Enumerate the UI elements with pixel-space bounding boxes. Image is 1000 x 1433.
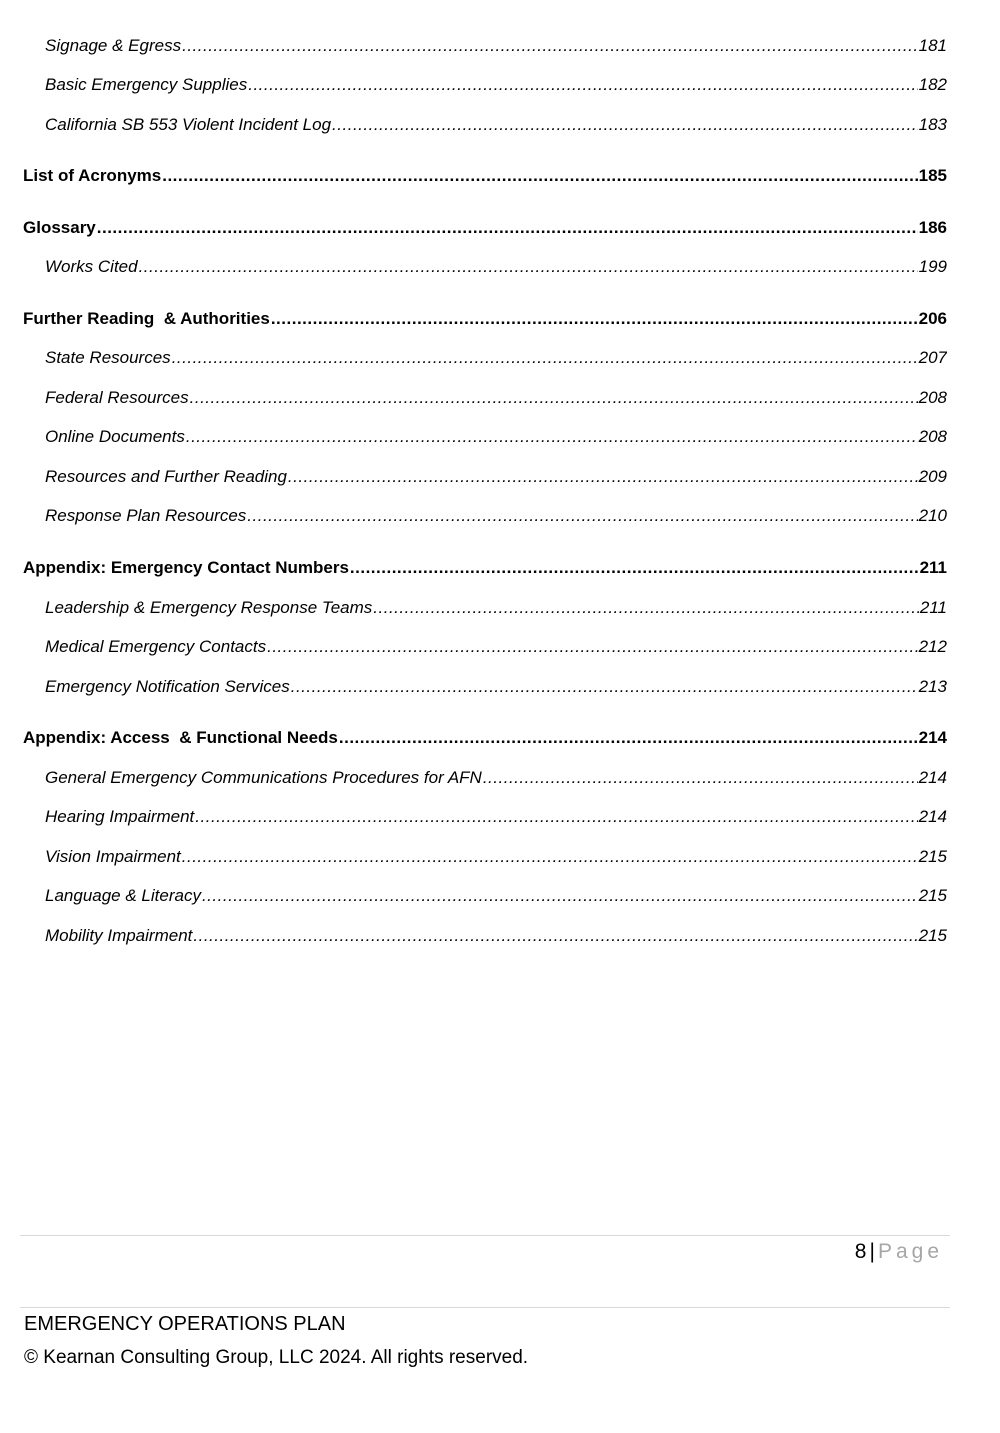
- toc-leader-dots: [193, 924, 917, 948]
- toc-entry-page: 215: [918, 847, 947, 866]
- toc-entry[interactable]: [45, 504, 947, 528]
- toc-leader-dots: [373, 596, 919, 620]
- toc-entry-page: 212: [918, 637, 947, 656]
- toc-entry-page: 215: [918, 886, 947, 905]
- page-number-word: Page: [877, 1240, 943, 1263]
- toc-section-title: Appendix: Access & Functional Needs: [23, 728, 338, 747]
- toc-leader-dots: [339, 726, 918, 750]
- toc-section-title: Further Reading & Authorities: [23, 309, 270, 328]
- toc-leader-dots: [271, 307, 918, 331]
- toc-entry[interactable]: [45, 465, 947, 489]
- toc-entry[interactable]: [45, 924, 947, 948]
- toc-leader-dots: [139, 255, 918, 279]
- toc-entry-title: Leadership & Emergency Response Teams: [45, 598, 373, 617]
- toc-leader-dots: [172, 346, 918, 370]
- toc-entry-page: 214: [918, 768, 947, 787]
- toc-entry[interactable]: [45, 73, 947, 97]
- toc-leader-dots: [291, 675, 918, 699]
- toc-leader-dots: [182, 34, 918, 58]
- toc-entry-title: Response Plan Resources: [45, 506, 247, 525]
- footer-copyright: © Kearnan Consulting Group, LLC 2024. All rights reserved.: [24, 1347, 529, 1368]
- toc-entry-page: 211: [919, 598, 947, 617]
- toc-entry-page: 210: [918, 506, 947, 525]
- toc-entry[interactable]: [45, 255, 947, 279]
- toc-entry-page: 215: [918, 926, 947, 945]
- toc-entry[interactable]: [45, 845, 947, 869]
- page-number-divider: [20, 1235, 950, 1236]
- toc-entry-title: Medical Emergency Contacts: [45, 637, 267, 656]
- toc-entry-title: Online Documents: [45, 427, 185, 446]
- toc-entry-page: 214: [918, 807, 947, 826]
- toc-section-title: List of Acronyms: [23, 166, 162, 185]
- toc-section[interactable]: [23, 164, 947, 188]
- toc-leader-dots: [190, 386, 918, 410]
- toc-entry-title: State Resources: [45, 348, 171, 367]
- toc-entry-title: Works Cited: [45, 257, 138, 276]
- toc-entry[interactable]: [45, 766, 947, 790]
- toc-entry-title: Hearing Impairment: [45, 807, 195, 826]
- toc-section-page: 211: [919, 558, 947, 577]
- toc-section[interactable]: [23, 556, 947, 580]
- toc-entry-title: Vision Impairment: [45, 847, 181, 866]
- toc-entry-title: Mobility Impairment: [45, 926, 193, 945]
- toc-leader-dots: [248, 73, 917, 97]
- toc-entry-page: 208: [918, 388, 947, 407]
- toc-entry[interactable]: [45, 386, 947, 410]
- page-number-separator: |: [869, 1240, 875, 1263]
- toc-entry-title: Emergency Notification Services: [45, 677, 290, 696]
- footer-divider: [20, 1307, 950, 1308]
- toc-section-title: Appendix: Emergency Contact Numbers: [23, 558, 349, 577]
- toc-entry[interactable]: [45, 635, 947, 659]
- toc-entry[interactable]: [45, 596, 947, 620]
- toc-entry-page: 181: [918, 36, 947, 55]
- toc-entry-title: Signage & Egress: [45, 36, 182, 55]
- toc-leader-dots: [350, 556, 919, 580]
- toc-entry-title: California SB 553 Violent Incident Log: [45, 115, 332, 134]
- toc-section-page: 206: [918, 309, 947, 328]
- toc-entry[interactable]: [45, 675, 947, 699]
- toc-section-page: 214: [918, 728, 947, 747]
- toc-leader-dots: [332, 113, 918, 137]
- footer-document-title: EMERGENCY OPERATIONS PLAN: [24, 1313, 346, 1335]
- toc-section[interactable]: [23, 307, 947, 331]
- toc-section[interactable]: [23, 726, 947, 750]
- toc-entry-page: 199: [918, 257, 947, 276]
- toc-leader-dots: [247, 504, 917, 528]
- toc-section-page: 186: [918, 218, 947, 237]
- toc-section-title: Glossary: [23, 218, 96, 237]
- toc-leader-dots: [182, 845, 918, 869]
- toc-entry-page: 213: [918, 677, 947, 696]
- toc-entry[interactable]: [45, 884, 947, 908]
- toc-entry-page: 208: [918, 427, 947, 446]
- toc-entry[interactable]: [45, 346, 947, 370]
- toc-entry-title: Language & Literacy: [45, 886, 201, 905]
- toc-entry-page: 207: [918, 348, 947, 367]
- toc-entry-page: 183: [918, 115, 947, 134]
- toc-leader-dots: [162, 164, 917, 188]
- toc-leader-dots: [97, 216, 918, 240]
- toc-entry-page: 209: [918, 467, 947, 486]
- toc-entry-page: 182: [918, 75, 947, 94]
- toc-entry[interactable]: [45, 113, 947, 137]
- toc-entry-title: Resources and Further Reading: [45, 467, 287, 486]
- toc-entry[interactable]: [45, 34, 947, 58]
- toc-leader-dots: [202, 884, 918, 908]
- toc-leader-dots: [483, 766, 918, 790]
- toc-entry[interactable]: [45, 425, 947, 449]
- toc-leader-dots: [186, 425, 918, 449]
- toc-section[interactable]: [23, 216, 947, 240]
- toc-entry-title: Federal Resources: [45, 388, 189, 407]
- toc-leader-dots: [288, 465, 918, 489]
- toc-entry-title: General Emergency Communications Procedures for AFN: [45, 768, 482, 787]
- toc-leader-dots: [267, 635, 918, 659]
- page-number-value: 8: [854, 1240, 867, 1263]
- toc-entry[interactable]: [45, 805, 947, 829]
- toc-entry-title: Basic Emergency Supplies: [45, 75, 248, 94]
- toc-section-page: 185: [918, 166, 947, 185]
- toc-leader-dots: [195, 805, 917, 829]
- page-number: [855, 1238, 943, 1266]
